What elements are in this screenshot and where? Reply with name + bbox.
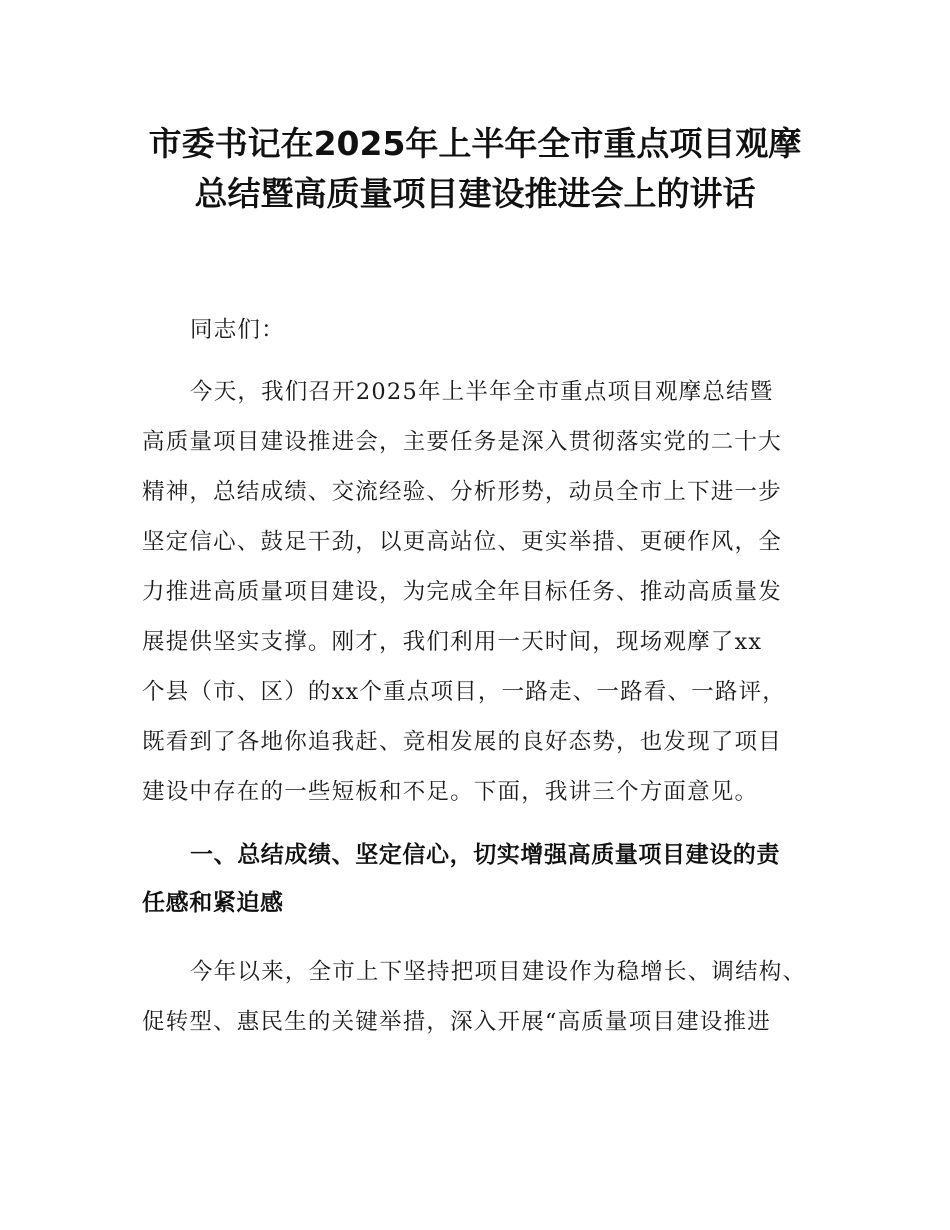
section-heading-line-2: 任感和紧迫感	[142, 890, 284, 916]
paragraph-line: 建设中存在的一些短板和不足。下面，我讲三个方面意见。	[142, 779, 759, 805]
paragraph-line: 力推进高质量项目建设，为完成全年目标任务、推动高质量发	[142, 579, 782, 605]
paragraph-line: 个县（市、区）的xx个重点项目，一路走、一路看、一路评，	[142, 679, 786, 705]
salutation: 同志们：	[190, 317, 285, 343]
section-heading-line-1: 一、总结成绩、坚定信心，切实增强高质量项目建设的责	[190, 842, 780, 868]
paragraph-line: 今天，我们召开2025年上半年全市重点项目观摩总结暨	[190, 379, 774, 405]
paragraph-line: 展提供坚实支撑。刚才，我们利用一天时间，现场观摩了xx	[142, 629, 763, 655]
document-title-line-2: 总结暨高质量项目建设推进会上的讲话	[194, 174, 756, 213]
paragraph-line: 精神，总结成绩、交流经验、分析形势，动员全市上下进一步	[142, 479, 782, 505]
paragraph-line: 促转型、惠民生的关键举措，深入开展“高质量项目建设推进	[142, 1009, 771, 1035]
paragraph-line: 今年以来，全市上下坚持把项目建设作为稳增长、调结构、	[190, 959, 807, 985]
paragraph-line: 高质量项目建设推进会，主要任务是深入贯彻落实党的二十大	[142, 429, 782, 455]
document-title-line-1: 市委书记在2025年上半年全市重点项目观摩	[148, 124, 802, 163]
paragraph-line: 坚定信心、鼓足干劲，以更高站位、更实举措、更硬作风，全	[142, 529, 782, 555]
paragraph-line: 既看到了各地你追我赶、竞相发展的良好态势，也发现了项目	[142, 729, 782, 755]
